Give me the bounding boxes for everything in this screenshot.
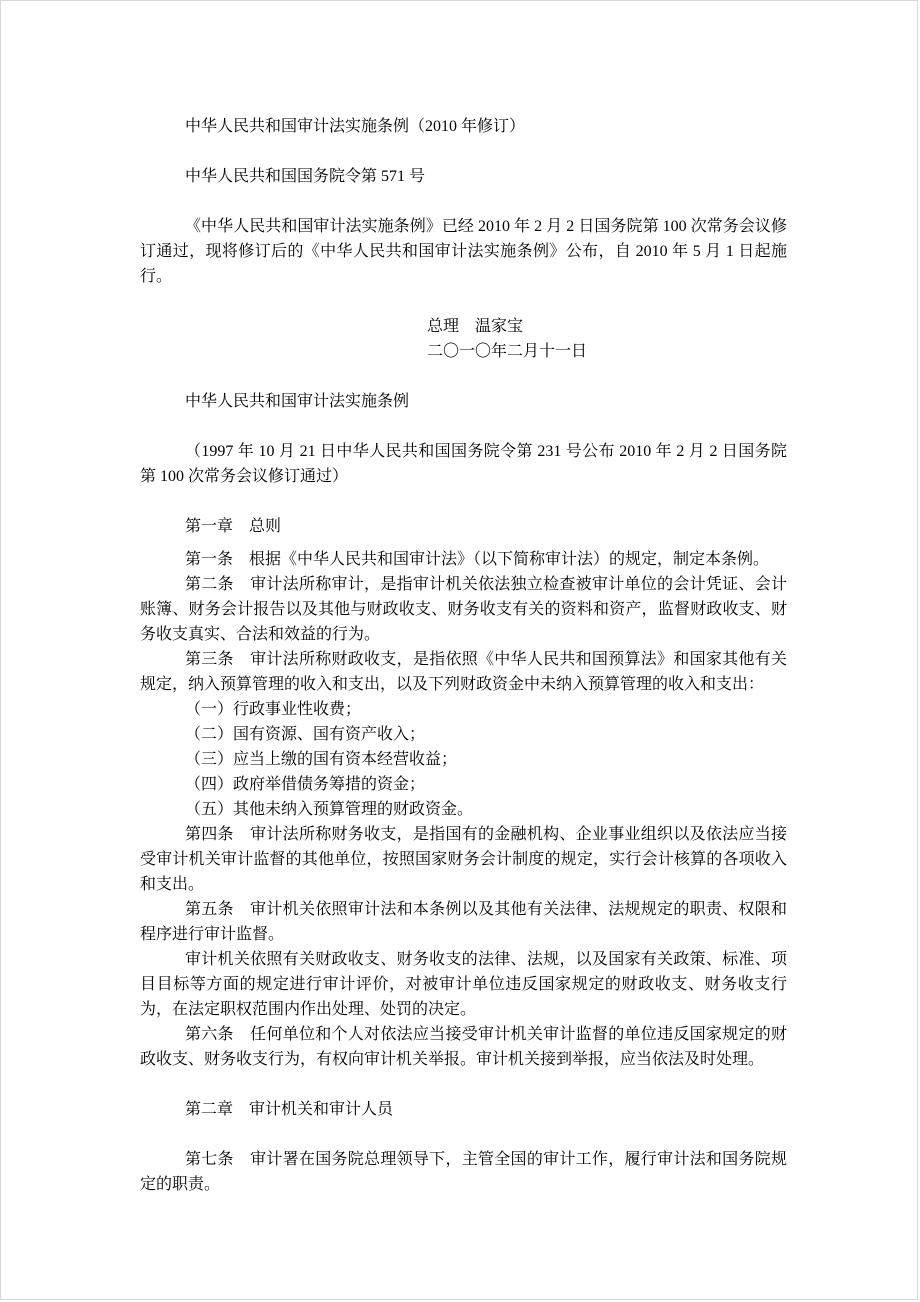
regulation-title: 中华人民共和国审计法实施条例 [185,393,410,410]
chapter-2-heading: 第二章 审计机关和审计人员 [185,1101,394,1118]
article-3-item-5: （五）其他未纳入预算管理的财政资金。 [185,801,474,818]
article-4: 第四条 审计法所称财务收支，是指国有的金融机构、企业事业组织以及依法应当接受审计机关审计监督的其他单位，按照国家财务会计制度的规定，实行会计核算的各项收入和支出。 [140,826,787,893]
article-6: 第六条 任何单位和个人对依法应当接受审计机关审计监督的单位违反国家规定的财政收支、财务收支行为，有权向审计机关举报。审计机关接到举报，应当依法及时处理。 [140,1026,787,1068]
revision-note: （1997 年 10 月 21 日中华人民共和国国务院令第 231 号公布 2010 年 2 月 2 日国务院第 100 次常务会议修订通过） [140,443,787,485]
article-5: 第五条 审计机关依照审计法和本条例以及其他有关法律、法规规定的职责、权限和程序进行审计监督。 [140,901,787,943]
article-3-item-3: （三）应当上缴的国有资本经营收益； [185,751,458,768]
article-3-item-1: （一）行政事业性收费； [185,701,362,718]
chapter-1-heading: 第一章 总则 [185,518,282,535]
decree-number: 中华人民共和国国务院令第 571 号 [185,168,426,185]
article-7: 第七条 审计署在国务院总理领导下，主管全国的审计工作，履行审计法和国务院规定的职责。 [140,1151,787,1193]
promulgation-statement: 《中华人民共和国审计法实施条例》已经 2010 年 2 月 2 日国务院第 100 次常务会议修订通过，现将修订后的《中华人民共和国审计法实施条例》公布，自 2010 年 5 月 1 日起施行。 [140,218,787,285]
article-5-para-2: 审计机关依照有关财政收支、财务收支的法律、法规，以及国家有关政策、标准、项目目标等方面的规定进行审计评价，对被审计单位违反国家规定的财政收支、财务收支行为，在法定职权范围内作出处理、处罚的决定。 [140,951,787,1018]
article-3: 第三条 审计法所称财政收支，是指依照《中华人民共和国预算法》和国家其他有关规定，纳入预算管理的收入和支出，以及下列财政资金中未纳入预算管理的收入和支出： [140,651,787,693]
article-2: 第二条 审计法所称审计，是指审计机关依法独立检查被审计单位的会计凭证、会计账簿、财务会计报告以及其他与财政收支、财务收支有关的资料和资产，监督财政收支、财务收支真实、合法和效益的行为。 [140,576,787,643]
premier-signature: 总理 温家宝 [427,318,524,335]
article-3-item-4: （四）政府举借债务筹措的资金； [185,776,426,793]
doc-title: 中华人民共和国审计法实施条例（2010 年修订） [185,118,526,135]
article-1: 第一条 根据《中华人民共和国审计法》（以下简称审计法）的规定，制定本条例。 [185,551,770,568]
article-3-item-2: （二）国有资源、国有资产收入； [185,726,426,743]
signature-date: 二〇一〇年二月十一日 [427,343,588,360]
